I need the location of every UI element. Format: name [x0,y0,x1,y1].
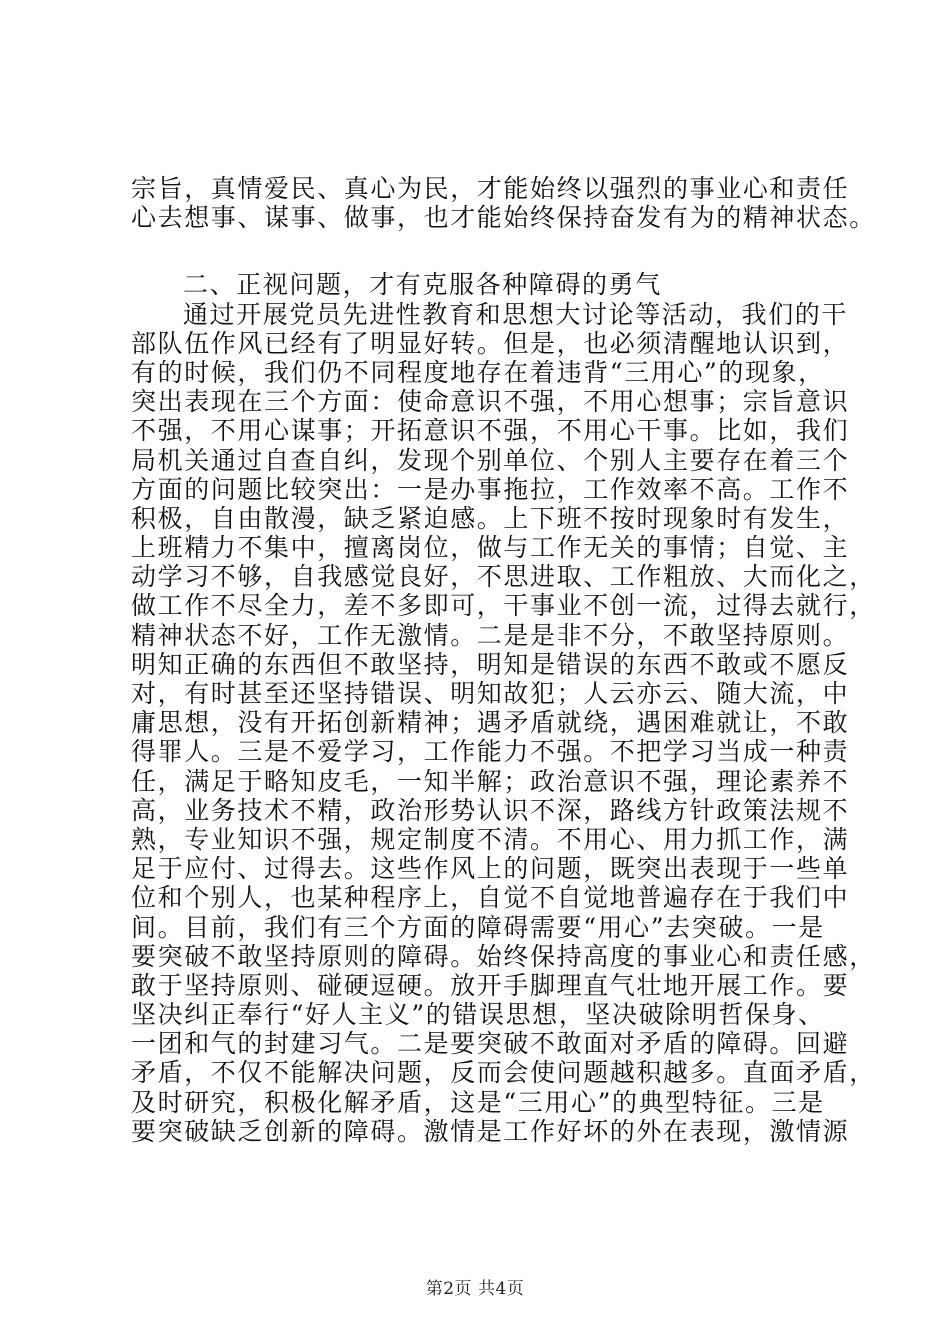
text-line: 熟，专业知识不强，规定制度不清。不用心、用力抓工作，满 [131,824,850,854]
paragraph-gap [131,232,831,270]
document-body [131,174,876,1146]
text-line: 庸思想，没有开拓创新精神；遇矛盾就绕，遇困难就让，不敢 [131,708,850,738]
text-line: 动学习不够，自我感觉良好，不思进取、工作粗放、大而化之， [131,562,876,592]
text-line: 任，满足于略知皮毛，一知半解；政治意识不强，理论素养不 [131,766,850,796]
text-line: 做工作不尽全力，差不多即可，干事业不创一流，过得去就行， [131,591,876,621]
text-line: 突出表现在三个方面：使命意识不强，不用心想事；宗旨意识 [131,387,850,417]
text-line: 宗旨，真情爱民、真心为民，才能始终以强烈的事业心和责任 [131,174,850,203]
text-line: 足于应付、过得去。这些作风上的问题，既突出表现于一些单 [131,854,850,884]
text-line: 对，有时甚至还坚持错误、明知故犯；人云亦云、随大流，中 [131,679,850,708]
text-line: 敢于坚持原则、碰硬逗硬。放开手脚理直气壮地开展工作。要 [131,970,850,1000]
text-line: 坚决纠正奉行“好人主义”的错误思想，坚决破除明哲保身、 [131,1000,825,1030]
text-line: 积极，自由散漫，缺乏紧迫感。上下班不按时现象时有发生， [131,503,850,533]
text-line: 及时研究，积极化解矛盾，这是“三用心”的典型特征。三是 [131,1087,825,1117]
text-line: 精神状态不好，工作无激情。二是是非不分，不敢坚持原则。 [131,620,850,650]
text-line: 得罪人。三是不爱学习，工作能力不强。不把学习当成一种责 [131,737,850,767]
section-heading: 二、正视问题，才有克服各种障碍的勇气 [183,270,662,300]
text-line: 矛盾，不仅不能解决问题，反而会使问题越积越多。直面矛盾， [131,1058,876,1088]
text-line: 要突破缺乏创新的障碍。激情是工作好坏的外在表现，激情源 [131,1116,850,1146]
section-paragraph [131,299,876,1146]
text-line: 位和个别人，也某种程序上，自觉不自觉地普遍存在于我们中 [131,883,850,913]
text-line: 不强，不用心谋事；开拓意识不强，不用心干事。比如，我们 [131,416,850,446]
text-line: 通过开展党员先进性教育和思想大讨论等活动，我们的干 [183,299,849,329]
text-line: 方面的问题比较突出：一是办事拖拉，工作效率不高。工作不 [131,474,850,504]
text-line: 心去想事、谋事、做事，也才能始终保持奋发有为的精神状态。 [131,203,876,233]
text-line: 要突破不敢坚持原则的障碍。始终保持高度的事业心和责任感， [131,941,876,971]
text-line: 上班精力不集中，擅离岗位，做与工作无关的事情；自觉、主 [131,533,850,563]
text-line: 有的时候，我们仍不同程度地存在着违背“三用心”的现象， [131,357,825,387]
page-footer: 第2页 共4页 [425,1279,525,1299]
text-line: 局机关通过自查自纠，发现个别单位、个别人主要存在着三个 [131,445,850,475]
text-line: 明知正确的东西但不敢坚持，明知是错误的东西不敢或不愿反 [131,649,850,679]
text-line: 部队伍作风已经有了明显好转。但是，也必须清醒地认识到， [131,328,850,358]
text-line: 一团和气的封建习气。二是要突破不敢面对矛盾的障碍。回避 [131,1029,850,1059]
text-line: 高，业务技术不精，政治形势认识不深，路线方针政策法规不 [131,795,850,825]
text-line: 间。目前，我们有三个方面的障碍需要“用心”去突破。一是 [131,912,825,942]
